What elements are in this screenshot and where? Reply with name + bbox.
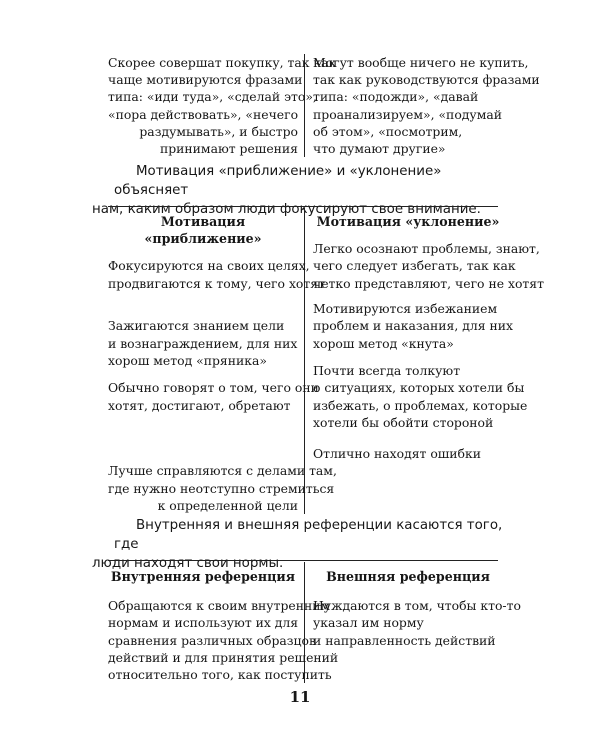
text-line: Могут вообще ничего не купить, [313, 55, 529, 70]
text-line: Мотивация «приближение» и «уклонение» объясняет [114, 164, 442, 198]
table-cell [313, 240, 544, 300]
reference-table [108, 562, 521, 683]
text-line: действий и для принятия решений [108, 649, 339, 665]
text-line: относительно того, как поступить [108, 667, 332, 683]
motivation-table [108, 208, 544, 514]
table-cell [108, 257, 325, 317]
table-cell [108, 317, 298, 379]
table-cell [313, 597, 521, 649]
text-line: указал им норму [313, 615, 424, 631]
column-header: Мотивация «уклонение» [316, 214, 500, 229]
text-line: и вознаграждением, для них [108, 335, 298, 351]
text-line: нормам и используют их для [108, 615, 299, 631]
text-line: Нуждаются в том, чтобы кто-то [313, 598, 521, 614]
text-line: хотят, достигают, обретают [108, 397, 291, 413]
text-line: об этом», «посмотрим, [313, 123, 463, 139]
text-line: чего следует избегать, так как [313, 258, 516, 274]
text-line: четко представляют, чего не хотят [313, 275, 544, 291]
text-line: и направленность действий [313, 632, 496, 648]
top-table-left-cell [108, 54, 337, 157]
motivation-right-column [305, 208, 544, 514]
text-line: так как руководствуются фразами [313, 72, 540, 88]
page-number: 11 [289, 688, 311, 706]
text-line: о ситуациях, которых хотели бы [313, 380, 525, 396]
text-line: хотели бы обойти стороной [313, 414, 494, 430]
text-line: нам, каким образом люди фокусируют свое внимание. [92, 202, 481, 217]
text-line: «пора действовать», «нечего [108, 106, 299, 122]
text-line: чаще мотивируются фразами [108, 72, 303, 88]
reference-left-column [108, 562, 339, 683]
top-table [108, 54, 540, 157]
table-cell [313, 300, 513, 362]
text-line: Обычно говорят о том, чего они [108, 380, 319, 396]
text-line: Отлично находят ошибки [313, 446, 482, 462]
table-top-rule [108, 206, 498, 207]
table-top-rule [108, 560, 498, 561]
text-line: хорош метод «пряника» [108, 352, 267, 368]
text-line: продвигаются к тому, чего хотят [108, 275, 325, 291]
text-line: к определенной цели [157, 497, 298, 513]
table-cell [313, 362, 528, 445]
column-header: Внутренняя референция [110, 569, 296, 584]
text-line: Фокусируются на своих целях, [108, 258, 310, 274]
text-line: проблем и наказания, для них [313, 318, 513, 334]
table-cell [108, 462, 337, 514]
text-line: Внутренняя и внешняя референции касаются того, где [114, 518, 503, 552]
reference-right-column [305, 562, 521, 683]
text-line: раздумывать», и быстро [139, 123, 298, 139]
text-line: люди находят свои нормы. [92, 556, 284, 571]
text-line: типа: «иди туда», «сделай это», [108, 89, 317, 105]
text-line: Лучше справляются с делами там, [108, 463, 337, 479]
text-line: сравнения различных образцов [108, 632, 316, 648]
text-line: типа: «подожди», «давай [313, 89, 479, 105]
column-header: Внешняя референция [326, 569, 490, 584]
text-line: где нужно неотступно стремиться [108, 480, 335, 496]
text-line: Почти всегда толкуют [313, 363, 461, 379]
text-line: Мотивируются избежанием [313, 301, 498, 317]
text-line: Скорее совершат покупку, так как [108, 55, 337, 70]
top-table-right-cell [305, 54, 540, 157]
table-cell [108, 379, 319, 462]
text-line: избежать, о проблемах, которые [313, 397, 528, 413]
text-line: проанализируем», «подумай [313, 106, 502, 122]
text-line: что думают другие» [313, 141, 446, 157]
text-line: Зажигаются знанием цели [108, 318, 285, 334]
text-line: Легко осознают проблемы, знают, [313, 241, 540, 257]
column-header: Мотивация «приближение» [144, 214, 262, 247]
text-line: хорош метод «кнута» [313, 335, 454, 351]
motivation-left-column [108, 208, 337, 514]
text-line: принимают решения [159, 141, 298, 157]
table-cell [313, 445, 503, 462]
text-line: Обращаются к своим внутренним [108, 598, 331, 614]
table-cell [108, 597, 339, 683]
